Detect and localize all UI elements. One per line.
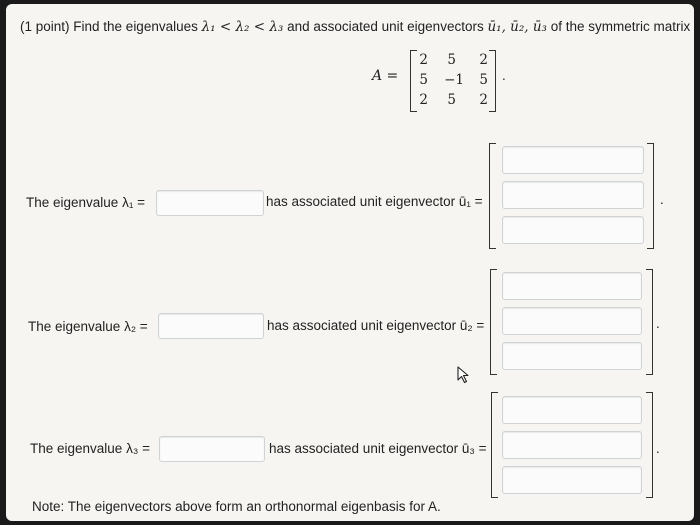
problem-statement: (1 point) Find the eigenvalues λ₁ < λ₂ < λ₃ and associated unit eigenvectors ū₁, ū₂, ū₃ of the symmetric matrix bbox=[20, 19, 691, 35]
eigenvalue-2-input[interactable] bbox=[158, 313, 264, 339]
matrix-cell: 2 bbox=[419, 92, 428, 108]
matrix-cell: −1 bbox=[444, 72, 464, 88]
matrix-right-bracket bbox=[489, 50, 496, 112]
vector-3-period: . bbox=[656, 441, 660, 456]
matrix-cell: 5 bbox=[447, 52, 456, 68]
eigenvalue-1-label: The eigenvalue λ₁ = bbox=[26, 195, 146, 210]
mouse-cursor-icon bbox=[457, 366, 471, 384]
orthonormal-note: Note: The eigenvectors above form an orthonormal eigenbasis for A. bbox=[32, 499, 441, 514]
matrix-cell: 5 bbox=[447, 92, 456, 108]
vector-1-left-bracket bbox=[489, 143, 496, 249]
eigenvector-names: ū₁, ū₂, ū₃ bbox=[487, 19, 547, 35]
vector-3-left-bracket bbox=[491, 392, 498, 498]
eigenvalue-2-label: The eigenvalue λ₂ = bbox=[28, 319, 148, 334]
problem-sheet bbox=[6, 4, 694, 521]
eigenvalue-order: λ₁ < λ₂ < λ₃ bbox=[201, 19, 284, 35]
matrix-cell: 5 bbox=[419, 72, 428, 88]
matrix-cell: 5 bbox=[479, 72, 488, 88]
matrix-cell: 2 bbox=[479, 92, 488, 108]
eigenvector-3-component-3[interactable] bbox=[502, 466, 642, 494]
eigenvector-2-component-1[interactable] bbox=[502, 272, 642, 300]
vector-2-left-bracket bbox=[490, 269, 497, 375]
matrix-a bbox=[410, 50, 496, 112]
eigenvalue-3-label: The eigenvalue λ₃ = bbox=[30, 441, 150, 456]
vector-2-period: . bbox=[656, 316, 660, 331]
vector-1-period: . bbox=[660, 192, 664, 207]
matrix-cell: 2 bbox=[419, 52, 428, 68]
eigenvector-1-component-1[interactable] bbox=[502, 146, 644, 174]
matrix-period: . bbox=[502, 68, 506, 83]
eigenvector-3-component-1[interactable] bbox=[502, 396, 642, 424]
eigenvector-1-component-3[interactable] bbox=[502, 216, 644, 244]
eigenvector-3-label: has associated unit eigenvector ū₃ = bbox=[269, 441, 487, 456]
eigenvector-3-component-2[interactable] bbox=[502, 431, 642, 459]
matrix-cell: 2 bbox=[479, 52, 488, 68]
eigenvector-1-label: has associated unit eigenvector ū₁ = bbox=[266, 194, 483, 209]
eigenvalue-1-input[interactable] bbox=[156, 190, 264, 216]
matrix-label: A = bbox=[372, 68, 399, 84]
vector-2-right-bracket bbox=[646, 269, 653, 375]
vector-3-right-bracket bbox=[646, 392, 653, 498]
vector-1-right-bracket bbox=[647, 143, 654, 249]
eigenvector-2-component-3[interactable] bbox=[502, 342, 642, 370]
eigenvector-2-label: has associated unit eigenvector ū₂ = bbox=[267, 318, 485, 333]
eigenvector-1-component-2[interactable] bbox=[502, 181, 644, 209]
eigenvalue-3-input[interactable] bbox=[159, 436, 265, 462]
eigenvector-2-component-2[interactable] bbox=[502, 307, 642, 335]
